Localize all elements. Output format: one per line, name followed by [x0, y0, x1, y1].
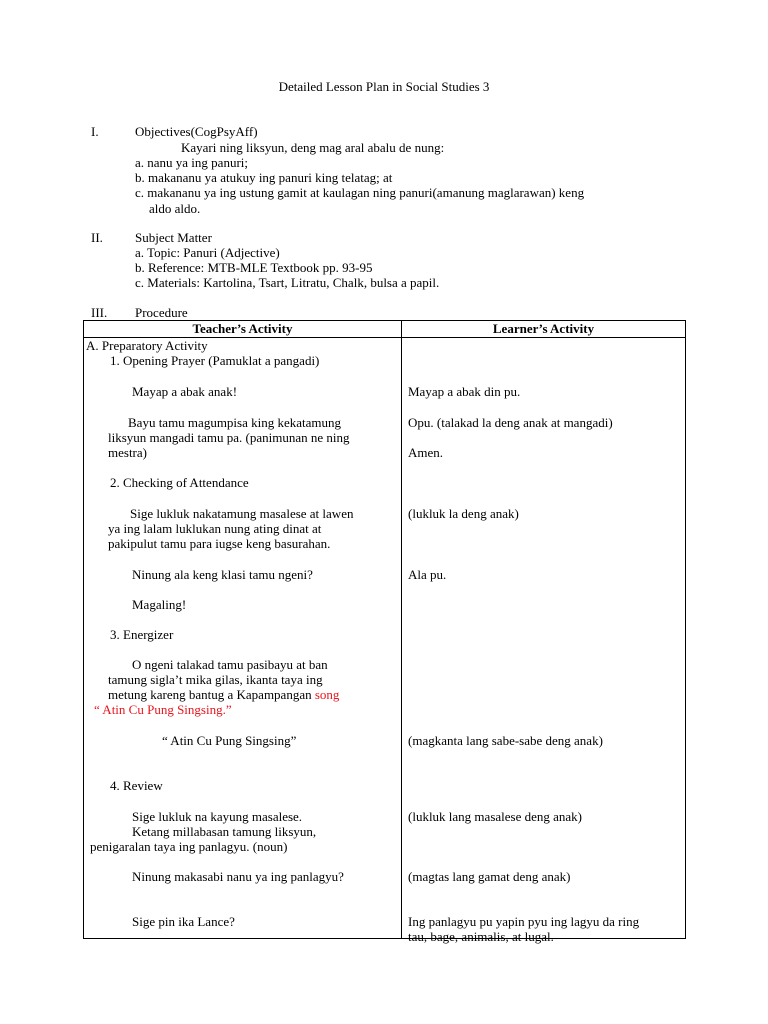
learner-line: tau, bage, animalis, at lugal. — [408, 929, 554, 944]
song-word: song — [314, 687, 340, 702]
teacher-line: liksyun mangadi tamu pa. (panimunan ne ning — [108, 430, 350, 445]
procedure-numeral: III. — [91, 305, 108, 320]
objective-item: b. makananu ya atukuy ing panuri king telatag; at — [135, 170, 393, 185]
objectives-intro: Kayari ning liksyun, deng mag aral abalu de nung: — [181, 140, 445, 155]
teacher-line: Sige pin ika Lance? — [132, 914, 235, 929]
learner-line: Opu. (talakad la deng anak at mangadi) — [408, 415, 613, 430]
teacher-line: mestra) — [108, 445, 147, 460]
subject-matter-heading: Subject Matter — [135, 230, 212, 245]
energizer-heading: 3. Energizer — [110, 627, 174, 642]
teacher-line: Ketang millabasan tamung liksyun, — [132, 824, 317, 839]
teacher-line: Sige lukluk na kayung masalese. — [132, 809, 303, 824]
subject-matter-numeral: II. — [91, 230, 103, 245]
teacher-line-text: metung kareng bantug a Kapampangan — [108, 687, 315, 702]
teacher-line: Bayu tamu magumpisa king kekatamung — [128, 415, 342, 430]
teacher-line — [108, 687, 339, 702]
learner-line: Mayap a abak din pu. — [408, 384, 521, 399]
objective-item: c. makananu ya ing ustung gamit at kaulagan ning panuri(amanung maglarawan) keng — [135, 185, 585, 200]
attendance-heading: 2. Checking of Attendance — [110, 475, 249, 490]
objective-item: a. nanu ya ing panuri; — [135, 155, 248, 170]
subject-matter-reference: b. Reference: MTB-MLE Textbook pp. 93-95 — [135, 260, 373, 275]
learner-line: (magtas lang gamat deng anak) — [408, 869, 571, 884]
teacher-line: tamung sigla’t mika gilas, ikanta taya ing — [108, 672, 323, 687]
objective-item-continued: aldo aldo. — [149, 201, 201, 216]
learner-line: Ala pu. — [408, 567, 447, 582]
teacher-line: Ninung makasabi nanu ya ing panlagyu? — [132, 869, 344, 884]
teacher-line: penigaralan taya ing panlagyu. (noun) — [90, 839, 288, 854]
learner-line: Amen. — [408, 445, 444, 460]
teacher-line: ya ing lalam luklukan nung ating dinat at — [108, 521, 322, 536]
objectives-heading: Objectives(CogPsyAff) — [135, 124, 258, 139]
teacher-line: Sige lukluk nakatamung masalese at lawen — [130, 506, 354, 521]
subject-matter-materials: c. Materials: Kartolina, Tsart, Litratu, Chalk, bulsa a papil. — [135, 275, 440, 290]
review-heading: 4. Review — [110, 778, 163, 793]
teacher-activity-header: Teacher’s Activity — [84, 321, 402, 338]
procedure-heading: Procedure — [135, 305, 188, 320]
opening-prayer-heading: 1. Opening Prayer (Pamuklat a pangadi) — [110, 353, 320, 368]
teacher-activity-cell — [84, 338, 402, 939]
teacher-line: pakipulut tamu para iugse keng basurahan. — [108, 536, 331, 551]
procedure-table — [83, 320, 686, 944]
teacher-line: Ninung ala keng klasi tamu ngeni? — [132, 567, 313, 582]
learner-activity-header: Learner’s Activity — [402, 321, 686, 338]
learner-line: (lukluk lang masalese deng anak) — [408, 809, 582, 824]
learner-line: (lukluk la deng anak) — [408, 506, 519, 521]
learner-line: (magkanta lang sabe-sabe deng anak) — [408, 733, 603, 748]
subject-matter-topic: a. Topic: Panuri (Adjective) — [135, 245, 280, 260]
document-title: Detailed Lesson Plan in Social Studies 3 — [278, 79, 490, 94]
preparatory-activity-heading: A. Preparatory Activity — [86, 338, 208, 353]
teacher-line: Magaling! — [132, 597, 187, 612]
teacher-line: Mayap a abak anak! — [132, 384, 238, 399]
teacher-line: O ngeni talakad tamu pasibayu at ban — [132, 657, 328, 672]
learner-line: Ing panlagyu pu yapin pyu ing lagyu da ring — [408, 914, 640, 929]
learner-activity-cell — [402, 338, 686, 944]
objectives-numeral: I. — [91, 124, 99, 139]
song-title: “ Atin Cu Pung Singsing” — [162, 733, 297, 748]
song-title-red: “ Atin Cu Pung Singsing.” — [94, 702, 232, 717]
